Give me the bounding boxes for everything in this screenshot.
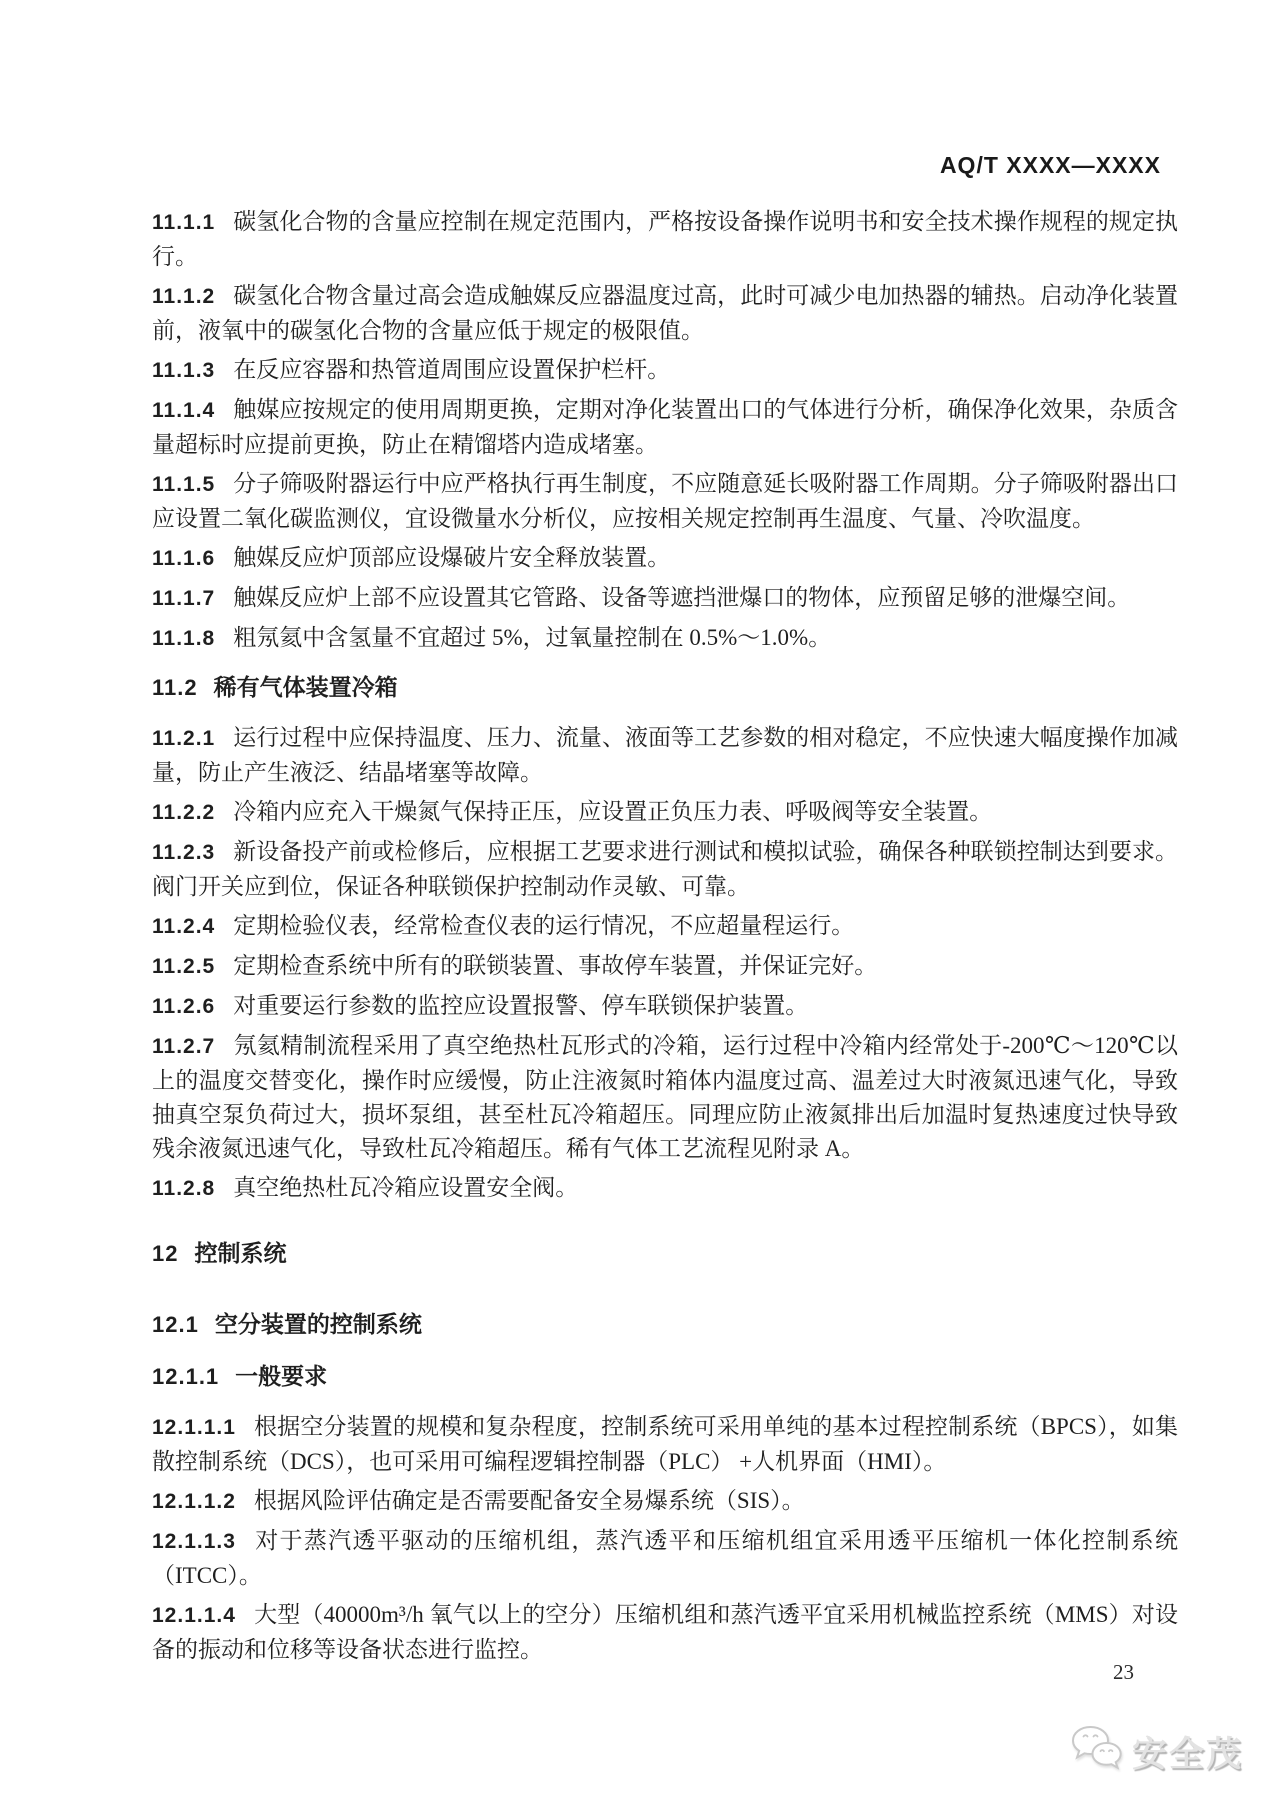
watermark bbox=[1070, 1724, 1243, 1779]
clause-number: 11.1.2 bbox=[152, 285, 216, 308]
heading-12-1-1 bbox=[152, 1359, 1178, 1394]
clause-text: 氖氦精制流程采用了真空绝热杜瓦形式的冷箱，运行过程中冷箱内经常处于-200℃～120℃以上的温度交替变化，操作时应缓慢，防止注液氮时箱体内温度过高、温差过大时液氮迅速气化，导致抽真空泵负荷过大，损坏泵组，甚至杜瓦冷箱超压。同理应防止液氮排出后加温时复热速度过快导致残余液氮迅速气化，导致杜瓦冷箱超压。稀有气体工艺流程见附录 A。 bbox=[152, 1033, 1178, 1161]
clause-number: 11.1.8 bbox=[152, 627, 216, 650]
clause-number: 11.2.8 bbox=[152, 1177, 216, 1200]
clause-number: 11.1.1 bbox=[152, 211, 216, 234]
clause-text: 定期检验仪表，经常检查仪表的运行情况，不应超量程运行。 bbox=[233, 913, 855, 938]
wechat-bubbles-icon bbox=[1070, 1724, 1124, 1779]
heading-12-1 bbox=[152, 1307, 1178, 1342]
heading-number: 12.1 bbox=[152, 1312, 199, 1337]
clause-11-1-1 bbox=[152, 205, 1178, 274]
clause-number: 11.2.3 bbox=[152, 841, 216, 864]
clause-11-2-7 bbox=[152, 1029, 1178, 1166]
clause-number: 11.1.7 bbox=[152, 587, 216, 610]
clause-text: 运行过程中应保持温度、压力、流量、液面等工艺参数的相对稳定，不应快速大幅度操作加减量，防止产生液泛、结晶堵塞等故障。 bbox=[152, 725, 1178, 785]
watermark-text: 安全茂 bbox=[1131, 1734, 1243, 1774]
clause-text: 触媒反应炉顶部应设爆破片安全释放装置。 bbox=[233, 545, 671, 570]
clause-text: 在反应容器和热管道周围应设置保护栏杆。 bbox=[233, 357, 671, 382]
clause-text: 分子筛吸附器运行中应严格执行再生制度，不应随意延长吸附器工作周期。分子筛吸附器出口应设置二氧化碳监测仪，宜设微量水分析仪，应按相关规定控制再生温度、气量、冷吹温度。 bbox=[152, 471, 1178, 531]
clause-12-1-1-2 bbox=[152, 1484, 1178, 1519]
clause-number: 11.1.3 bbox=[152, 359, 216, 382]
heading-text: 控制系统 bbox=[194, 1240, 287, 1266]
page-number: 23 bbox=[1113, 1660, 1134, 1684]
clause-12-1-1-3 bbox=[152, 1524, 1178, 1593]
clause-11-2-3 bbox=[152, 835, 1178, 904]
clause-text: 碳氢化合物含量过高会造成触媒反应器温度过高，此时可减少电加热器的辅热。启动净化装置前，液氧中的碳氢化合物的含量应低于规定的极限值。 bbox=[152, 283, 1178, 343]
clause-11-1-8 bbox=[152, 621, 1178, 656]
clause-number: 11.2.1 bbox=[152, 727, 216, 750]
clause-number: 12.1.1.2 bbox=[152, 1490, 236, 1513]
clause-11-1-6 bbox=[152, 541, 1178, 576]
clause-number: 11.1.4 bbox=[152, 399, 216, 422]
clause-12-1-1-4 bbox=[152, 1598, 1178, 1667]
clause-text: 真空绝热杜瓦冷箱应设置安全阀。 bbox=[233, 1175, 579, 1200]
clause-text: 根据空分装置的规模和复杂程度，控制系统可采用单纯的基本过程控制系统（BPCS），如集散控制系统（DCS），也可采用可编程逻辑控制器（PLC） +人机界面（HMI）。 bbox=[152, 1414, 1178, 1474]
clause-text: 冷箱内应充入干燥氮气保持正压，应设置正负压力表、呼吸阀等安全装置。 bbox=[233, 799, 993, 824]
clause-text: 定期检查系统中所有的联锁装置、事故停车装置，并保证完好。 bbox=[233, 953, 878, 978]
clause-text: 新设备投产前或检修后，应根据工艺要求进行测试和模拟试验，确保各种联锁控制达到要求。阀门开关应到位，保证各种联锁保护控制动作灵敏、可靠。 bbox=[152, 839, 1178, 899]
clause-text: 触媒应按规定的使用周期更换，定期对净化装置出口的气体进行分析，确保净化效果，杂质含量超标时应提前更换，防止在精馏塔内造成堵塞。 bbox=[152, 397, 1178, 457]
clause-number: 12.1.1.1 bbox=[152, 1416, 236, 1439]
clause-text: 碳氢化合物的含量应控制在规定范围内，严格按设备操作说明书和安全技术操作规程的规定执行。 bbox=[152, 209, 1178, 269]
clause-text: 对重要运行参数的监控应设置报警、停车联锁保护装置。 bbox=[233, 993, 809, 1018]
clause-number: 12.1.1.3 bbox=[152, 1530, 236, 1553]
clause-text: 触媒反应炉上部不应设置其它管路、设备等遮挡泄爆口的物体，应预留足够的泄爆空间。 bbox=[233, 585, 1131, 610]
clause-11-2-8 bbox=[152, 1171, 1178, 1206]
heading-11-2 bbox=[152, 670, 1178, 705]
clause-11-2-2 bbox=[152, 795, 1178, 830]
clause-12-1-1-1 bbox=[152, 1410, 1178, 1479]
clause-number: 12.1.1.4 bbox=[152, 1604, 236, 1627]
clause-11-2-4 bbox=[152, 909, 1178, 944]
doc-code-header: AQ/T XXXX—XXXX bbox=[939, 152, 1161, 178]
clause-11-1-2 bbox=[152, 279, 1178, 348]
clause-text: 根据风险评估确定是否需要配备安全易爆系统（SIS）。 bbox=[253, 1488, 805, 1513]
heading-12 bbox=[152, 1236, 1178, 1271]
clause-text: 粗氖氦中含氢量不宜超过 5%，过氧量控制在 0.5%～1.0%。 bbox=[233, 625, 832, 650]
clause-number: 11.1.6 bbox=[152, 547, 216, 570]
clause-number: 11.2.6 bbox=[152, 995, 216, 1018]
heading-text: 空分装置的控制系统 bbox=[214, 1311, 422, 1337]
clause-number: 11.2.4 bbox=[152, 915, 216, 938]
clause-number: 11.2.7 bbox=[152, 1035, 216, 1058]
clause-text: 大型（40000m³/h 氧气以上的空分）压缩机组和蒸汽透平宜采用机械监控系统（MMS）对设备的振动和位移等设备状态进行监控。 bbox=[152, 1602, 1178, 1662]
clause-11-1-7 bbox=[152, 581, 1178, 616]
document-content bbox=[152, 205, 1178, 1667]
heading-number: 12.1.1 bbox=[152, 1364, 220, 1389]
clause-11-2-5 bbox=[152, 949, 1178, 984]
clause-number: 11.2.5 bbox=[152, 955, 216, 978]
clause-11-2-6 bbox=[152, 989, 1178, 1024]
clause-11-2-1 bbox=[152, 721, 1178, 790]
heading-number: 11.2 bbox=[152, 675, 198, 700]
heading-number: 12 bbox=[152, 1241, 179, 1266]
clause-11-1-5 bbox=[152, 467, 1178, 536]
clause-text: 对于蒸汽透平驱动的压缩机组，蒸汽透平和压缩机组宜采用透平压缩机一体化控制系统（ITCC）。 bbox=[152, 1528, 1178, 1588]
heading-text: 一般要求 bbox=[235, 1363, 328, 1389]
clause-number: 11.2.2 bbox=[152, 801, 216, 824]
heading-text: 稀有气体装置冷箱 bbox=[213, 674, 398, 700]
clause-11-1-3 bbox=[152, 353, 1178, 388]
clause-11-1-4 bbox=[152, 393, 1178, 462]
clause-number: 11.1.5 bbox=[152, 473, 216, 496]
